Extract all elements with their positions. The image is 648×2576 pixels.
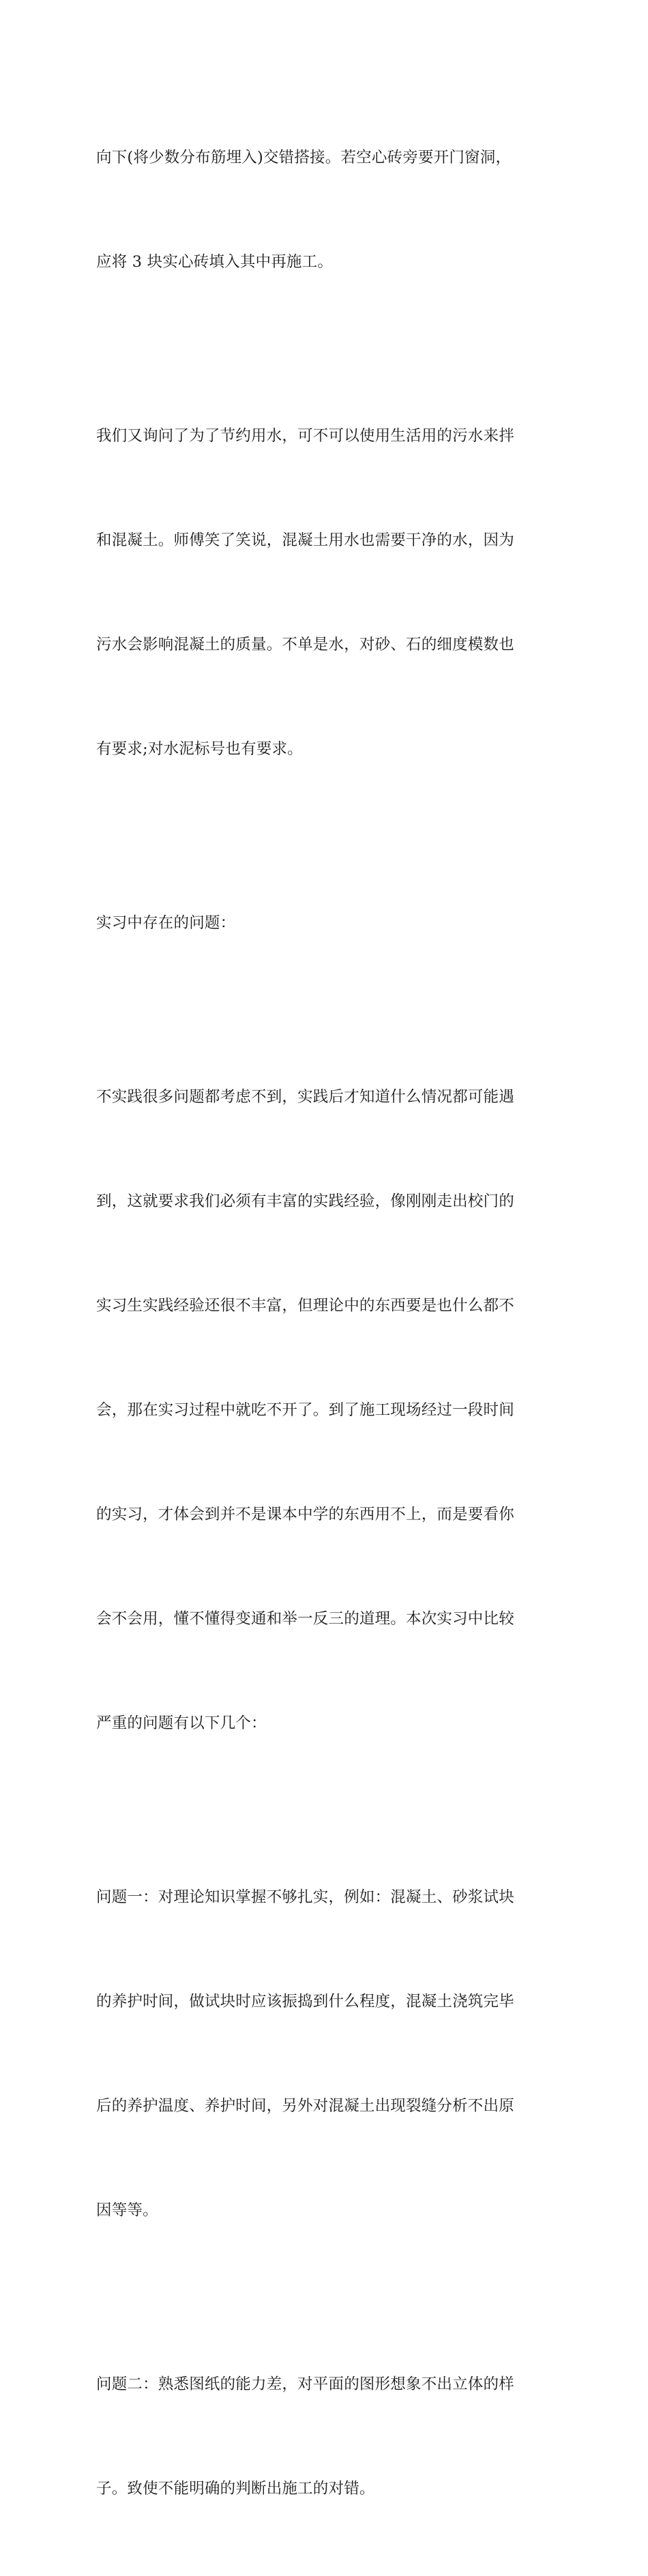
paragraph-practice-experience xyxy=(96,1010,560,1811)
paragraph-brick-laying xyxy=(96,71,560,349)
paragraph-problem-two xyxy=(96,2298,560,2576)
text-line: 有要求;对水泥标号也有要求。 xyxy=(96,740,303,758)
text-line: 到，这就要求我们必须有丰富的实践经验，像刚刚走出校门的 xyxy=(96,1192,514,1210)
text-line: 因等等。 xyxy=(96,2201,158,2219)
text-line: 我们又询问了为了节约用水，可不可以使用生活用的污水来拌 xyxy=(96,427,514,445)
text-line: 问题二：熟悉图纸的能力差，对平面的图形想象不出立体的样 xyxy=(96,2375,514,2393)
text-line: 会，那在实习过程中就吃不开了。到了施工现场经过一段时间 xyxy=(96,1401,514,1419)
section-heading: 实习中存在的问题： xyxy=(96,914,236,932)
text-line: 问题一：对理论知识掌握不够扎实，例如：混凝土、砂浆试块 xyxy=(96,1888,514,1906)
text-line: 的养护时间，做试块时应该振捣到什么程度，混凝土浇筑完毕 xyxy=(96,1993,514,2010)
document-body xyxy=(96,71,560,2576)
text-line: 会不会用，懂不懂得变通和举一反三的道理。本次实习中比较 xyxy=(96,1610,514,1628)
text-line: 应将 3 块实心砖填入其中再施工。 xyxy=(96,253,334,271)
text-line: 实习生实践经验还很不丰富，但理论中的东西要是也什么都不 xyxy=(96,1297,514,1315)
text-line: 子。致使不能明确的判断出施工的对错。 xyxy=(96,2480,375,2498)
text-line: 向下(将少数分布筋埋入)交错搭接。若空心砖旁要开门窗洞， xyxy=(96,149,512,166)
text-line: 污水会影响混凝土的质量。不单是水，对砂、石的细度模数也 xyxy=(96,636,514,654)
text-line: 后的养护温度、养护时间，另外对混凝土出现裂缝分析不出原 xyxy=(96,2097,514,2115)
section-heading-problems xyxy=(96,836,560,1010)
text-line: 不实践很多问题都考虑不到，实践后才知道什么情况都可能遇 xyxy=(96,1088,514,1106)
text-line: 和混凝土。师傅笑了笑说，混凝土用水也需要干净的水，因为 xyxy=(96,531,514,549)
text-line: 的实习，才体会到并不是课本中学的东西用不上，而是要看你 xyxy=(96,1506,514,1523)
text-line: 严重的问题有以下几个： xyxy=(96,1714,267,1732)
paragraph-water-usage xyxy=(96,349,560,836)
paragraph-problem-one xyxy=(96,1811,560,2298)
